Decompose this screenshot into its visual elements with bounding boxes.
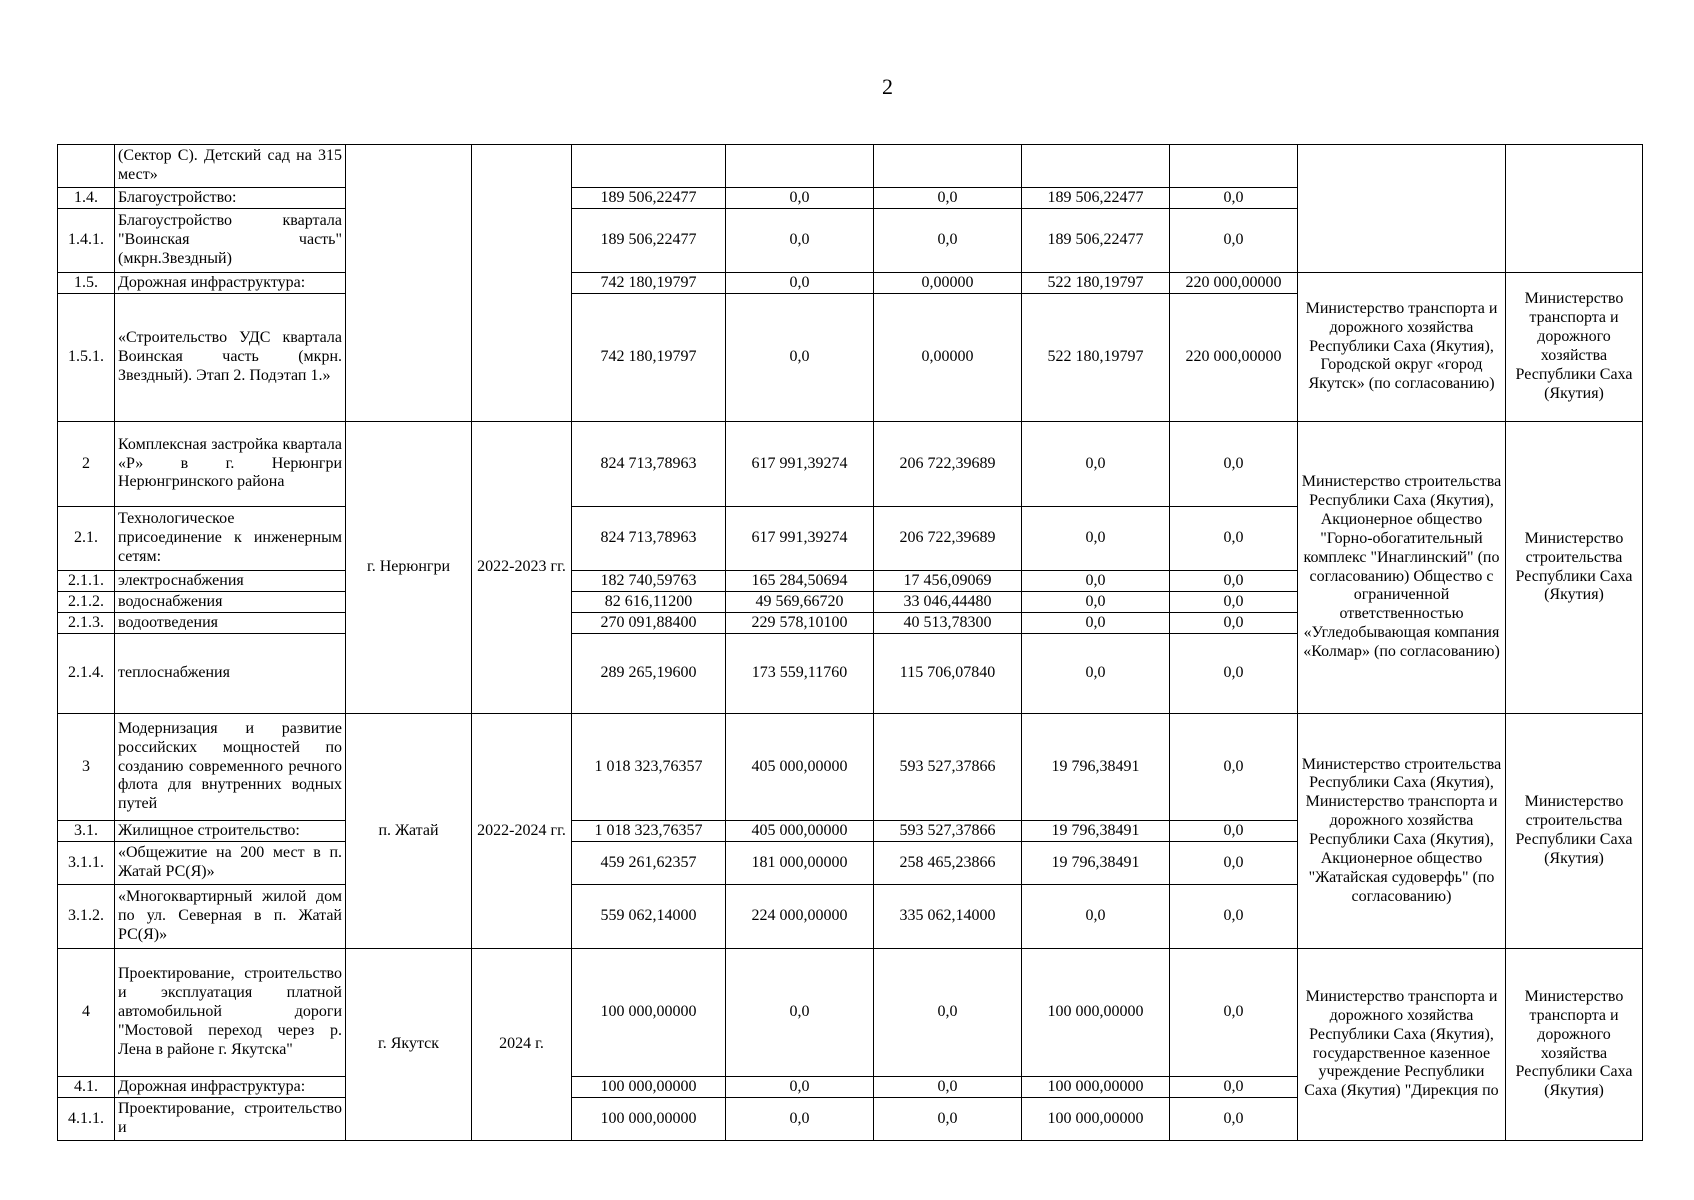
value-other: 0,0 (1170, 188, 1298, 209)
row-name: Жилищное строительство: (115, 821, 346, 842)
value-other: 0,0 (1170, 422, 1298, 507)
value-regional: 335 062,14000 (874, 885, 1022, 949)
value-local: 0,0 (1022, 634, 1170, 714)
value-federal: 165 284,50694 (726, 571, 874, 592)
value-total: 559 062,14000 (572, 885, 726, 949)
row-name: водоотведения (115, 613, 346, 634)
row-name: «Строительство УДС квартала Воинская часть (мкрн. Звездный). Этап 2. Подэтап 1.» (115, 294, 346, 422)
value-federal: 0,0 (726, 209, 874, 273)
row-number: 2.1.1. (58, 571, 115, 592)
value-total: 289 265,19600 (572, 634, 726, 714)
row-name: Комплексная застройка квартала «Р» в г. Нерюнгри Нерюнгринского района (115, 422, 346, 507)
value-other: 0,0 (1170, 592, 1298, 613)
row-name: Дорожная инфраструктура: (115, 1077, 346, 1098)
value-local: 522 180,19797 (1022, 273, 1170, 294)
value-federal: 229 578,10100 (726, 613, 874, 634)
value-regional: 0,00000 (874, 294, 1022, 422)
value-federal: 181 000,00000 (726, 842, 874, 885)
value-other: 0,0 (1170, 714, 1298, 821)
value-regional: 0,00000 (874, 273, 1022, 294)
value-other: 0,0 (1170, 842, 1298, 885)
value-regional: 0,0 (874, 949, 1022, 1077)
value-local: 0,0 (1022, 422, 1170, 507)
row-number: 2.1.3. (58, 613, 115, 634)
executor-cell (1298, 145, 1506, 273)
place-cell: п. Жатай (346, 714, 472, 949)
value-regional: 206 722,39689 (874, 422, 1022, 507)
row-number: 4.1. (58, 1077, 115, 1098)
row-name: Благоустройство: (115, 188, 346, 209)
value-total: 742 180,19797 (572, 273, 726, 294)
value-total: 824 713,78963 (572, 422, 726, 507)
years-cell (472, 145, 572, 422)
row-name: теплоснабжения (115, 634, 346, 714)
value-local: 100 000,00000 (1022, 949, 1170, 1077)
row-number: 4.1.1. (58, 1098, 115, 1141)
row-name: водоснабжения (115, 592, 346, 613)
value-local: 100 000,00000 (1022, 1077, 1170, 1098)
value-total: 270 091,88400 (572, 613, 726, 634)
value-regional: 206 722,39689 (874, 507, 1022, 571)
row-name: Благоустройство квартала "Воинская часть" (мкрн.Звездный) (115, 209, 346, 273)
row-name: Проектирование, строительство и эксплуатация платной автомобильной дороги "Мостовой переход через р. Лена в районе г. Якутска" (115, 949, 346, 1077)
value-local (1022, 145, 1170, 188)
row-number: 3.1.2. (58, 885, 115, 949)
value-total: 742 180,19797 (572, 294, 726, 422)
value-local: 0,0 (1022, 613, 1170, 634)
value-other: 220 000,00000 (1170, 273, 1298, 294)
row-number (58, 145, 115, 188)
program-table (57, 144, 1643, 1141)
value-regional: 593 527,37866 (874, 821, 1022, 842)
executor-cell: Министерство транспорта и дорожного хозяйства Республики Саха (Якутия), Городской округ «город Якутск» (по согласованию) (1298, 273, 1506, 422)
value-other: 220 000,00000 (1170, 294, 1298, 422)
row-name: (Сектор С). Детский сад на 315 мест» (115, 145, 346, 188)
value-total: 100 000,00000 (572, 1077, 726, 1098)
value-local: 0,0 (1022, 592, 1170, 613)
row-name: «Общежитие на 200 мест в п. Жатай РС(Я)» (115, 842, 346, 885)
row-number: 2.1. (58, 507, 115, 571)
value-total: 824 713,78963 (572, 507, 726, 571)
row-number: 2 (58, 422, 115, 507)
place-cell (346, 145, 472, 422)
value-other: 0,0 (1170, 634, 1298, 714)
value-regional: 0,0 (874, 188, 1022, 209)
responsible-cell: Министерство транспорта и дорожного хозяйства Республики Саха (Якутия) (1506, 949, 1643, 1141)
place-cell: г. Нерюнгри (346, 422, 472, 714)
value-other: 0,0 (1170, 1098, 1298, 1141)
value-other: 0,0 (1170, 1077, 1298, 1098)
value-federal: 173 559,11760 (726, 634, 874, 714)
value-total: 1 018 323,76357 (572, 714, 726, 821)
row-name: Проектирование, строительство и (115, 1098, 346, 1141)
value-federal: 405 000,00000 (726, 714, 874, 821)
value-total: 1 018 323,76357 (572, 821, 726, 842)
value-federal: 0,0 (726, 1098, 874, 1141)
value-federal: 224 000,00000 (726, 885, 874, 949)
table-row (58, 145, 1643, 188)
value-local: 0,0 (1022, 885, 1170, 949)
value-regional: 0,0 (874, 1077, 1022, 1098)
value-regional: 33 046,44480 (874, 592, 1022, 613)
responsible-cell: Министерство строительства Республики Саха (Якутия) (1506, 714, 1643, 949)
value-federal (726, 145, 874, 188)
value-federal: 0,0 (726, 188, 874, 209)
table-row (58, 422, 1643, 507)
executor-cell: Министерство транспорта и дорожного хозяйства Республики Саха (Якутия), государственное казенное учреждение Республики Саха (Якутия) "Дирекция по (1298, 949, 1506, 1141)
row-name: Дорожная инфраструктура: (115, 273, 346, 294)
table-row (58, 714, 1643, 821)
value-other: 0,0 (1170, 507, 1298, 571)
value-regional: 17 456,09069 (874, 571, 1022, 592)
table-row (58, 949, 1643, 1077)
value-regional: 0,0 (874, 1098, 1022, 1141)
table-row (58, 273, 1643, 294)
value-local: 0,0 (1022, 507, 1170, 571)
row-name: Модернизация и развитие российских мощностей по созданию современного речного флота для внутренних водных путей (115, 714, 346, 821)
value-regional: 40 513,78300 (874, 613, 1022, 634)
value-federal: 617 991,39274 (726, 422, 874, 507)
value-regional: 593 527,37866 (874, 714, 1022, 821)
value-local: 0,0 (1022, 571, 1170, 592)
row-number: 1.5. (58, 273, 115, 294)
executor-cell: Министерство строительства Республики Саха (Якутия), Акционерное общество "Горно-обогатительный комплекс "Инаглинский" (по согласованию) Общество с ограниченной ответственностью «Угледобывающая компания «Колмар» (по согласованию) (1298, 422, 1506, 714)
value-other: 0,0 (1170, 613, 1298, 634)
row-number: 1.4. (58, 188, 115, 209)
years-cell: 2022-2023 гг. (472, 422, 572, 714)
value-regional (874, 145, 1022, 188)
row-name: «Многоквартирный жилой дом по ул. Северная в п. Жатай РС(Я)» (115, 885, 346, 949)
row-number: 1.5.1. (58, 294, 115, 422)
value-federal: 0,0 (726, 273, 874, 294)
value-other (1170, 145, 1298, 188)
executor-cell: Министерство строительства Республики Саха (Якутия), Министерство транспорта и дорожного хозяйства Республики Саха (Якутия), Акционерное общество "Жатайская судоверфь" (по согласованию) (1298, 714, 1506, 949)
value-total: 189 506,22477 (572, 188, 726, 209)
value-other: 0,0 (1170, 821, 1298, 842)
value-federal: 405 000,00000 (726, 821, 874, 842)
value-federal: 0,0 (726, 949, 874, 1077)
value-local: 100 000,00000 (1022, 1098, 1170, 1141)
page-number: 2 (882, 74, 893, 99)
value-regional: 0,0 (874, 209, 1022, 273)
value-other: 0,0 (1170, 209, 1298, 273)
value-total: 459 261,62357 (572, 842, 726, 885)
row-number: 4 (58, 949, 115, 1077)
row-number: 2.1.4. (58, 634, 115, 714)
value-local: 189 506,22477 (1022, 209, 1170, 273)
value-other: 0,0 (1170, 571, 1298, 592)
value-local: 19 796,38491 (1022, 821, 1170, 842)
row-number: 3.1. (58, 821, 115, 842)
value-total: 182 740,59763 (572, 571, 726, 592)
value-federal: 617 991,39274 (726, 507, 874, 571)
row-name: Технологическое присоединение к инженерным сетям: (115, 507, 346, 571)
value-federal: 49 569,66720 (726, 592, 874, 613)
value-total (572, 145, 726, 188)
years-cell: 2024 г. (472, 949, 572, 1141)
responsible-cell (1506, 145, 1643, 273)
value-total: 189 506,22477 (572, 209, 726, 273)
value-other: 0,0 (1170, 949, 1298, 1077)
row-number: 2.1.2. (58, 592, 115, 613)
row-number: 1.4.1. (58, 209, 115, 273)
responsible-cell: Министерство транспорта и дорожного хозяйства Республики Саха (Якутия) (1506, 273, 1643, 422)
value-federal: 0,0 (726, 1077, 874, 1098)
value-local: 189 506,22477 (1022, 188, 1170, 209)
value-federal: 0,0 (726, 294, 874, 422)
value-total: 82 616,11200 (572, 592, 726, 613)
value-total: 100 000,00000 (572, 1098, 726, 1141)
value-total: 100 000,00000 (572, 949, 726, 1077)
years-cell: 2022-2024 гг. (472, 714, 572, 949)
value-local: 19 796,38491 (1022, 842, 1170, 885)
row-number: 3.1.1. (58, 842, 115, 885)
value-local: 19 796,38491 (1022, 714, 1170, 821)
responsible-cell: Министерство строительства Республики Саха (Якутия) (1506, 422, 1643, 714)
place-cell: г. Якутск (346, 949, 472, 1141)
row-name: электроснабжения (115, 571, 346, 592)
value-other: 0,0 (1170, 885, 1298, 949)
value-regional: 258 465,23866 (874, 842, 1022, 885)
value-regional: 115 706,07840 (874, 634, 1022, 714)
row-number: 3 (58, 714, 115, 821)
value-local: 522 180,19797 (1022, 294, 1170, 422)
